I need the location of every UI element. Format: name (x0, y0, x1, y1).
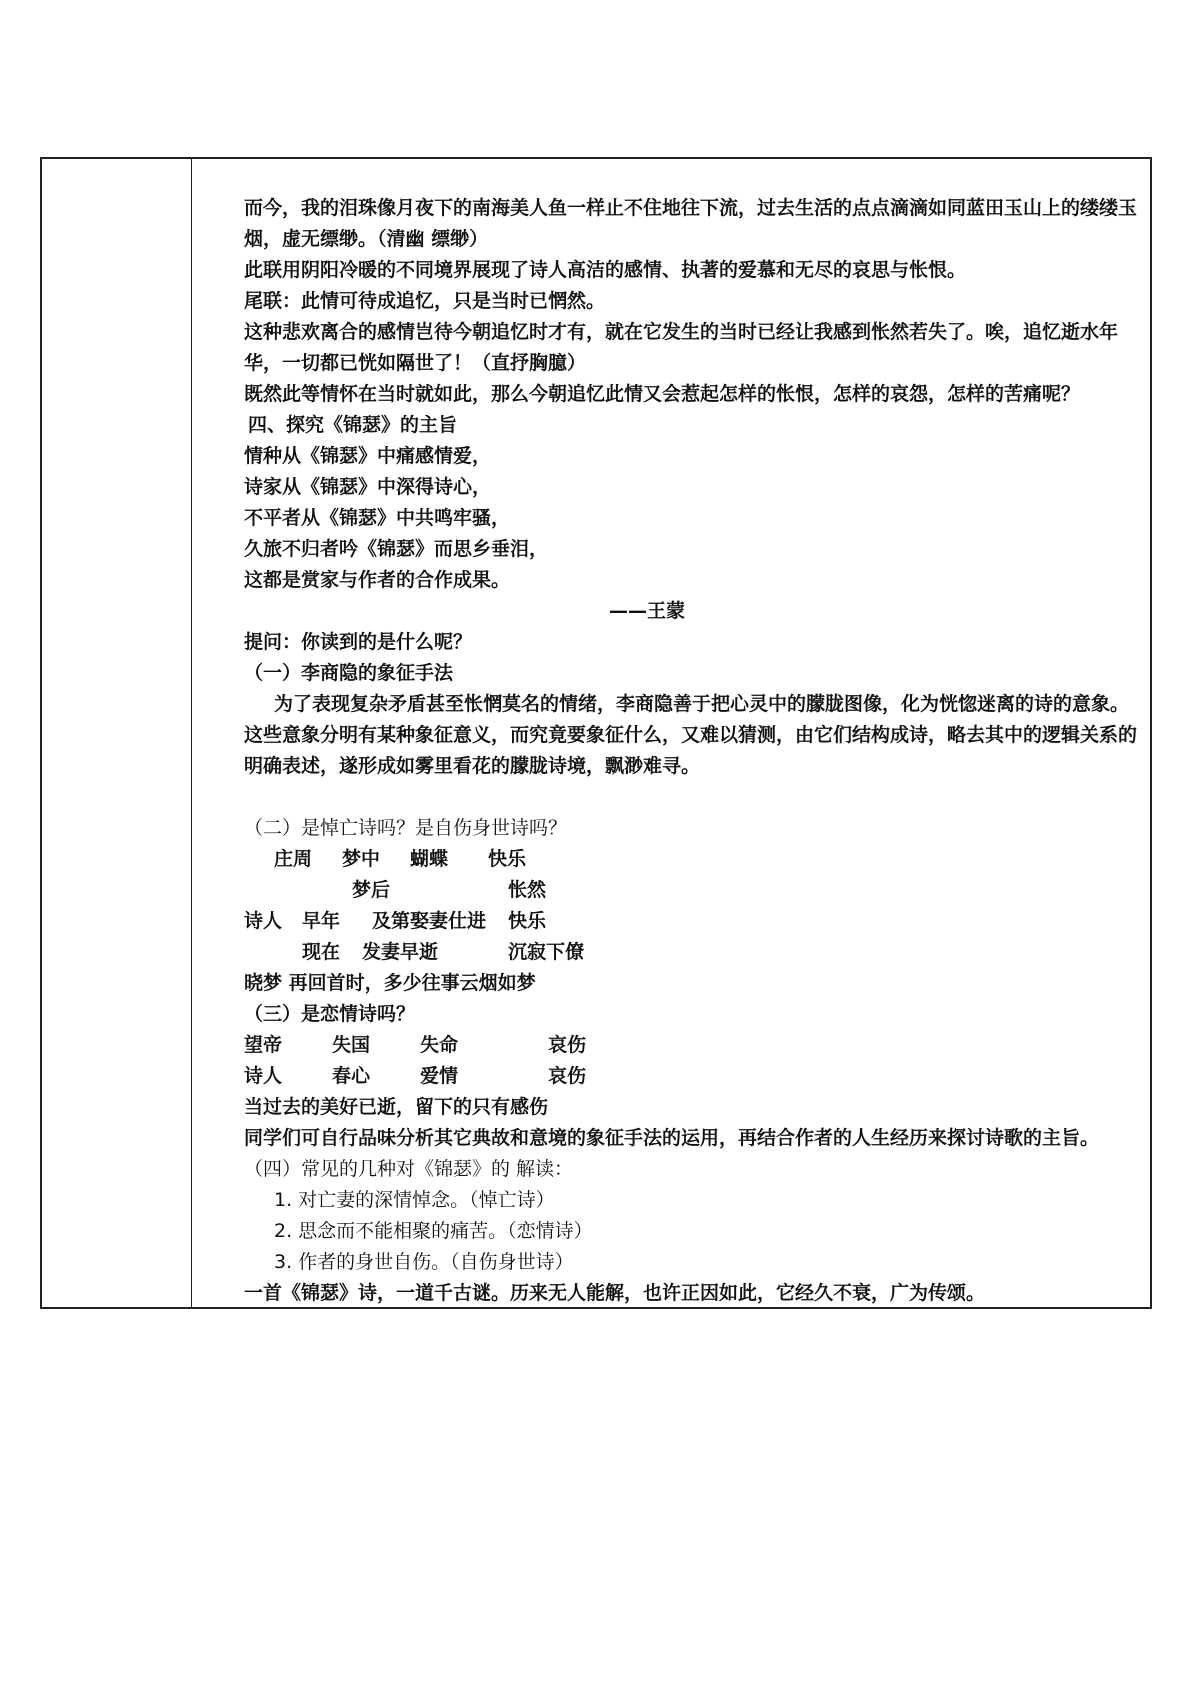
grid-cell: 春心 (332, 1065, 371, 1087)
grid-cell: 怅然 (508, 879, 547, 901)
subheading-3: （三）是恋情诗吗？ (244, 1003, 416, 1025)
grid2-row-4 (244, 937, 1138, 968)
grid-cell: 梦后 (352, 879, 391, 901)
closing-line: 一首《锦瑟》诗，一道千古谜。历来无人能解，也许正因如此，它经久不衰，广为传颂。 (244, 1282, 986, 1304)
grid-cell: 望帝 (244, 1034, 283, 1056)
quote-line-1: 情种从《锦瑟》中痛感情爱， (244, 445, 492, 467)
subheading-2: （二）是悼亡诗吗？是自伤身世诗吗？ (244, 817, 568, 839)
paragraph-translation: 而今，我的泪珠像月夜下的南海美人鱼一样止不住地往下流，过去生活的点点滴滴如同蓝田玉山上的缕缕玉烟，虚无缥缈。（清幽 缥缈） (244, 197, 1138, 250)
sorrow-line: 当过去的美好已逝，留下的只有感伤 (244, 1096, 549, 1118)
lesson-table (40, 157, 1152, 1309)
left-cell (42, 159, 192, 1307)
grid-cell: 蝴蝶 (410, 848, 449, 870)
tail-couplet: 尾联：此情可待成追忆，只是当时已惘然。 (244, 290, 606, 312)
grid-cell: 及第娶妻仕进 (372, 910, 487, 932)
grid-cell: 快乐 (508, 910, 547, 932)
grid-cell: 诗人 (244, 1065, 283, 1087)
grid-cell: 发妻早逝 (362, 941, 439, 963)
grid-cell: 诗人 (244, 910, 283, 932)
grid2-row-3 (244, 906, 1138, 937)
grid-cell: 现在 (302, 941, 341, 963)
paragraph-question: 既然此等情怀在当时就如此，那么今朝追忆此情又会惹起怎样的怅恨，怎样的哀怨，怎样的苦痛呢？ (244, 383, 1081, 405)
grid-cell: 哀伤 (548, 1034, 587, 1056)
subheading-1: （一）李商隐的象征手法 (244, 662, 454, 684)
quote-line-5: 这都是赏家与作者的合作成果。 (244, 569, 511, 591)
grid-cell: 早年 (302, 910, 341, 932)
reading-item-2: 2. 思念而不能相聚的痛苦。（恋情诗） (274, 1220, 593, 1242)
grid2-row-2 (244, 875, 1138, 906)
grid-cell: 快乐 (488, 848, 527, 870)
content-cell (192, 159, 1150, 1307)
grid3-row-1 (244, 1030, 1138, 1061)
paragraph-tail-translation: 这种悲欢离合的感情岂待今朝追忆时才有，就在它发生的当时已经让我感到怅然若失了。唉，追忆逝水年华，一切都已恍如隔世了！（直抒胸臆） (244, 321, 1119, 374)
quote-line-2: 诗家从《锦瑟》中深得诗心， (244, 476, 492, 498)
grid3-row-2 (244, 1061, 1138, 1092)
quote-line-4: 久旅不归者吟《锦瑟》而思乡垂泪， (244, 538, 549, 560)
paragraph-self-study: 同学们可自行品味分析其它典故和意境的象征手法的运用，再结合作者的人生经历来探讨诗歌的主旨。 (244, 1127, 1100, 1149)
paragraph-symbolism: 为了表现复杂矛盾甚至怅惘莫名的情绪，李商隐善于把心灵中的朦胧图像，化为恍惚迷离的诗的意象。这些意象分明有某种象征意义，而究竟要象征什么，又难以猜测，由它们结构成诗，略去其中的逻辑关系的明确表述，遂形成如雾里看花的朦胧诗境，飘渺难寻。 (244, 693, 1138, 777)
reading-item-3: 3. 作者的身世自伤。（自伤身世诗） (274, 1251, 574, 1273)
question-line: 提问：你读到的是什么呢？ (244, 631, 473, 653)
paragraph-analysis: 此联用阴阳冷暖的不同境界展现了诗人高洁的感情、执著的爱慕和无尽的哀思与怅恨。 (244, 259, 967, 281)
subheading-4: （四）常见的几种对《锦瑟》的 解读： (244, 1158, 574, 1180)
grid-cell: 失国 (332, 1034, 371, 1056)
section-heading-4: 四、探究《锦瑟》的主旨 (248, 414, 458, 436)
grid-cell: 沉寂下僚 (508, 941, 585, 963)
grid2-row-1 (244, 844, 1138, 875)
blank-line (244, 782, 1138, 813)
grid-cell: 庄周 (274, 848, 313, 870)
quote-author: ——王蒙 (609, 600, 686, 622)
grid-cell: 失命 (420, 1034, 459, 1056)
dream-line: 晓梦 再回首时，多少往事云烟如梦 (244, 972, 536, 994)
grid-cell: 梦中 (342, 848, 381, 870)
quote-line-3: 不平者从《锦瑟》中共鸣牢骚， (244, 507, 511, 529)
reading-item-1: 1. 对亡妻的深情悼念。（悼亡诗） (274, 1189, 555, 1211)
grid-cell: 哀伤 (548, 1065, 587, 1087)
grid-cell: 爱情 (420, 1065, 459, 1087)
